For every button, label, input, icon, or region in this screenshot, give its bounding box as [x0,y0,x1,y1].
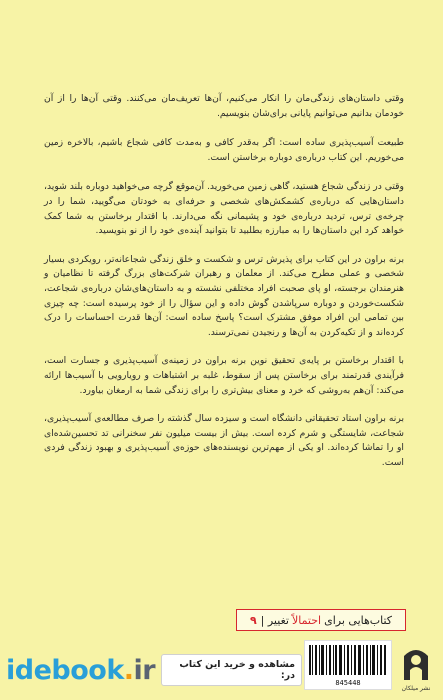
watermark[interactable] [6,651,302,689]
series-label [236,609,406,631]
watermark-logo [6,655,155,686]
series-suffix: تغییر | [260,613,289,627]
series-accent: احتمالاً [291,613,322,627]
watermark-logo-tld: ir [133,654,156,686]
paragraph-5: با اقتدار برخاستن بر پایه‌ی تحقیق نوین برنه براون در زمینه‌ی آسیب‌پذیری و جسارت است، فرآیندی قدرتمند برای برخاستن پس از سقوط، غلبه بر اشتباهات و رویارویی با آسیب‌ها ارائه می‌کند: آن‌هم به‌روشی که خرد و معنای بیش‌تری را برای زندگی شما به ارمغان بیاورد. [44,355,404,396]
paragraph-1: وقتی داستان‌های زندگی‌مان را انکار می‌کنیم، آن‌ها تعریف‌مان می‌کنند. وقتی آن‌ها را از آن خودمان بدانیم می‌توانیم پایانی برای‌شان بنویسیم. [44,93,404,119]
barcode [304,640,392,690]
publisher-logo [396,640,436,688]
watermark-caption: مشاهده و خرید این کتاب در: [161,654,302,686]
paragraph-3: وقتی در زندگی شجاع هستید، گاهی زمین می‌خورید. آن‌موقع گرچه می‌خواهید دوباره بلند شوید، داستان‌هایی که درباره‌ی کشمکش‌های شخصی و حرفه‌ای به خودتان می‌گویید، شما را در چرخه‌ی ترس، تردید درباره‌ی خود و پشیمانی نگه می‌دارند. با اقتدار برخاستن به شما کمک خواهد کرد این داستان‌ها را به مبارزه بطلبید تا بتوانید آینده‌ی خود را از نو بنویسید. [44,181,404,237]
blurb-text [44,92,404,485]
barcode-bars [309,645,387,675]
publisher-name: نشر میلکان [401,685,431,692]
series-prefix: کتاب‌هایی برای [324,613,393,627]
paragraph-6: برنه براون استاد تحقیقاتی دانشگاه است و سیزده سال گذشته را صرف مطالعه‌ی آسیب‌پذیری، شجاعت، شایستگی و شرم کرده است. بیش از بیست میلیون نفر سخنرانی تد تحسین‌شده‌ای او را تماشا کرده‌اند. او یکی از مهم‌ترین نویسنده‌های حوزه‌ی آسیب‌پذیری و بهبود زندگی فردی است. [44,413,404,468]
watermark-logo-main: idebook [6,654,124,686]
publisher-logo-icon [396,640,436,684]
watermark-logo-dot: . [123,654,134,686]
paragraph-4: برنه براون در این کتاب برای پذیرش ترس و شکست و خلق زندگی شجاعانه‌تر، رویکردی بسیار شخصی و عملی مطرح می‌کند. از معلمان و رهبران شرکت‌های بزرگ گرفته تا نظامیان و هنرمندان برجسته، او پای صحبت افراد مختلفی نشسته و به داستان‌های‌شان درباره‌ی شجاعت، شکست‌خوردن و دوباره سرپاشدن گوش داده و این سؤال را از خود پرسیده است: چه چیزی بین تمامی این افراد موفق مشترک است؟ پاسخ ساده است: آن‌ها قدرت احساسات را درک کرده‌اند و از تکیه‌کردن به آن‌ها و رنجیدن نمی‌ترسند. [44,253,404,338]
barcode-number: 845448 [335,679,361,687]
series-number: ۹ [249,613,257,627]
paragraph-2: طبیعت آسیب‌پذیری ساده است: اگر به‌قدر کافی و به‌مدت کافی شجاع باشیم، بالاخره زمین می‌خوریم. این کتاب درباره‌ی دوباره برخاستن است. [44,137,404,163]
